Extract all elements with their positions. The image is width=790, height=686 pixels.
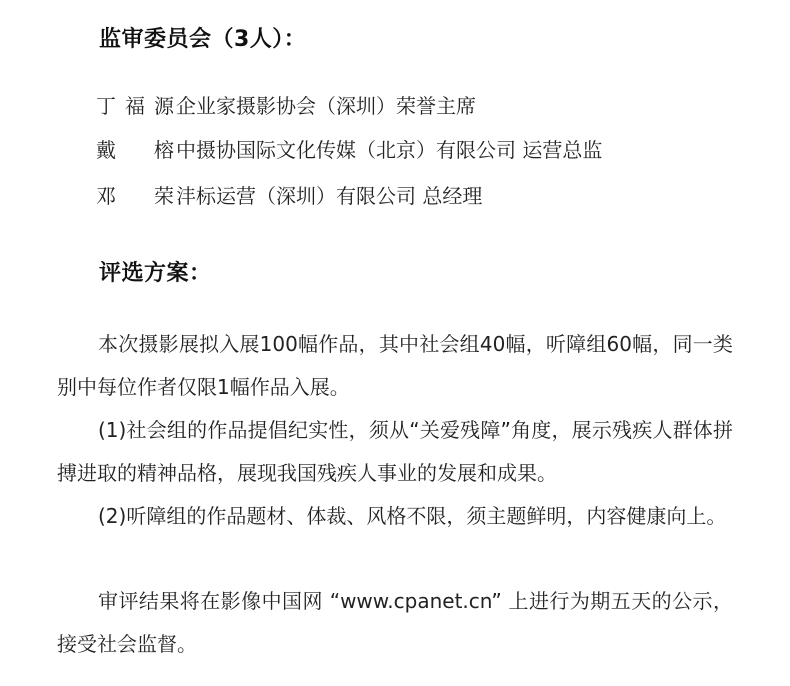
committee-member xyxy=(96,134,602,163)
plan-paragraph: 本次摄影展拟入展100幅作品，其中社会组40幅，听障组60幅，同一类别中每位作者仅限1幅作品入展。 xyxy=(57,332,733,399)
plan-heading: 评选方案： xyxy=(99,261,212,286)
member-name: 邓 荣 xyxy=(96,184,174,208)
plan-paragraph: (1)社会组的作品提倡纪实性，须从“关爱残障”角度，展示残疾人群体拼搏进取的精神品格，展现我国残疾人事业的发展和成果。 xyxy=(57,418,733,485)
member-name: 丁福源 xyxy=(96,94,174,118)
member-role: 企业家摄影协会（深圳）荣誉主席 xyxy=(176,94,476,118)
plan-paragraph: 审评结果将在影像中国网 “www.cpanet.cn” 上进行为期五天的公示，接受社会监督。 xyxy=(57,589,733,656)
committee-member xyxy=(96,180,482,209)
member-role: 中摄协国际文化传媒（北京）有限公司 运营总监 xyxy=(176,138,603,162)
member-name: 戴 榕 xyxy=(96,138,174,162)
plan-paragraph: (2)听障组的作品题材、体裁、风格不限，须主题鲜明，内容健康向上。 xyxy=(98,504,727,528)
committee-heading: 监审委员会（3人）： xyxy=(99,27,307,52)
member-role: 沣标运营（深圳）有限公司 总经理 xyxy=(176,184,483,208)
committee-member xyxy=(96,90,476,119)
